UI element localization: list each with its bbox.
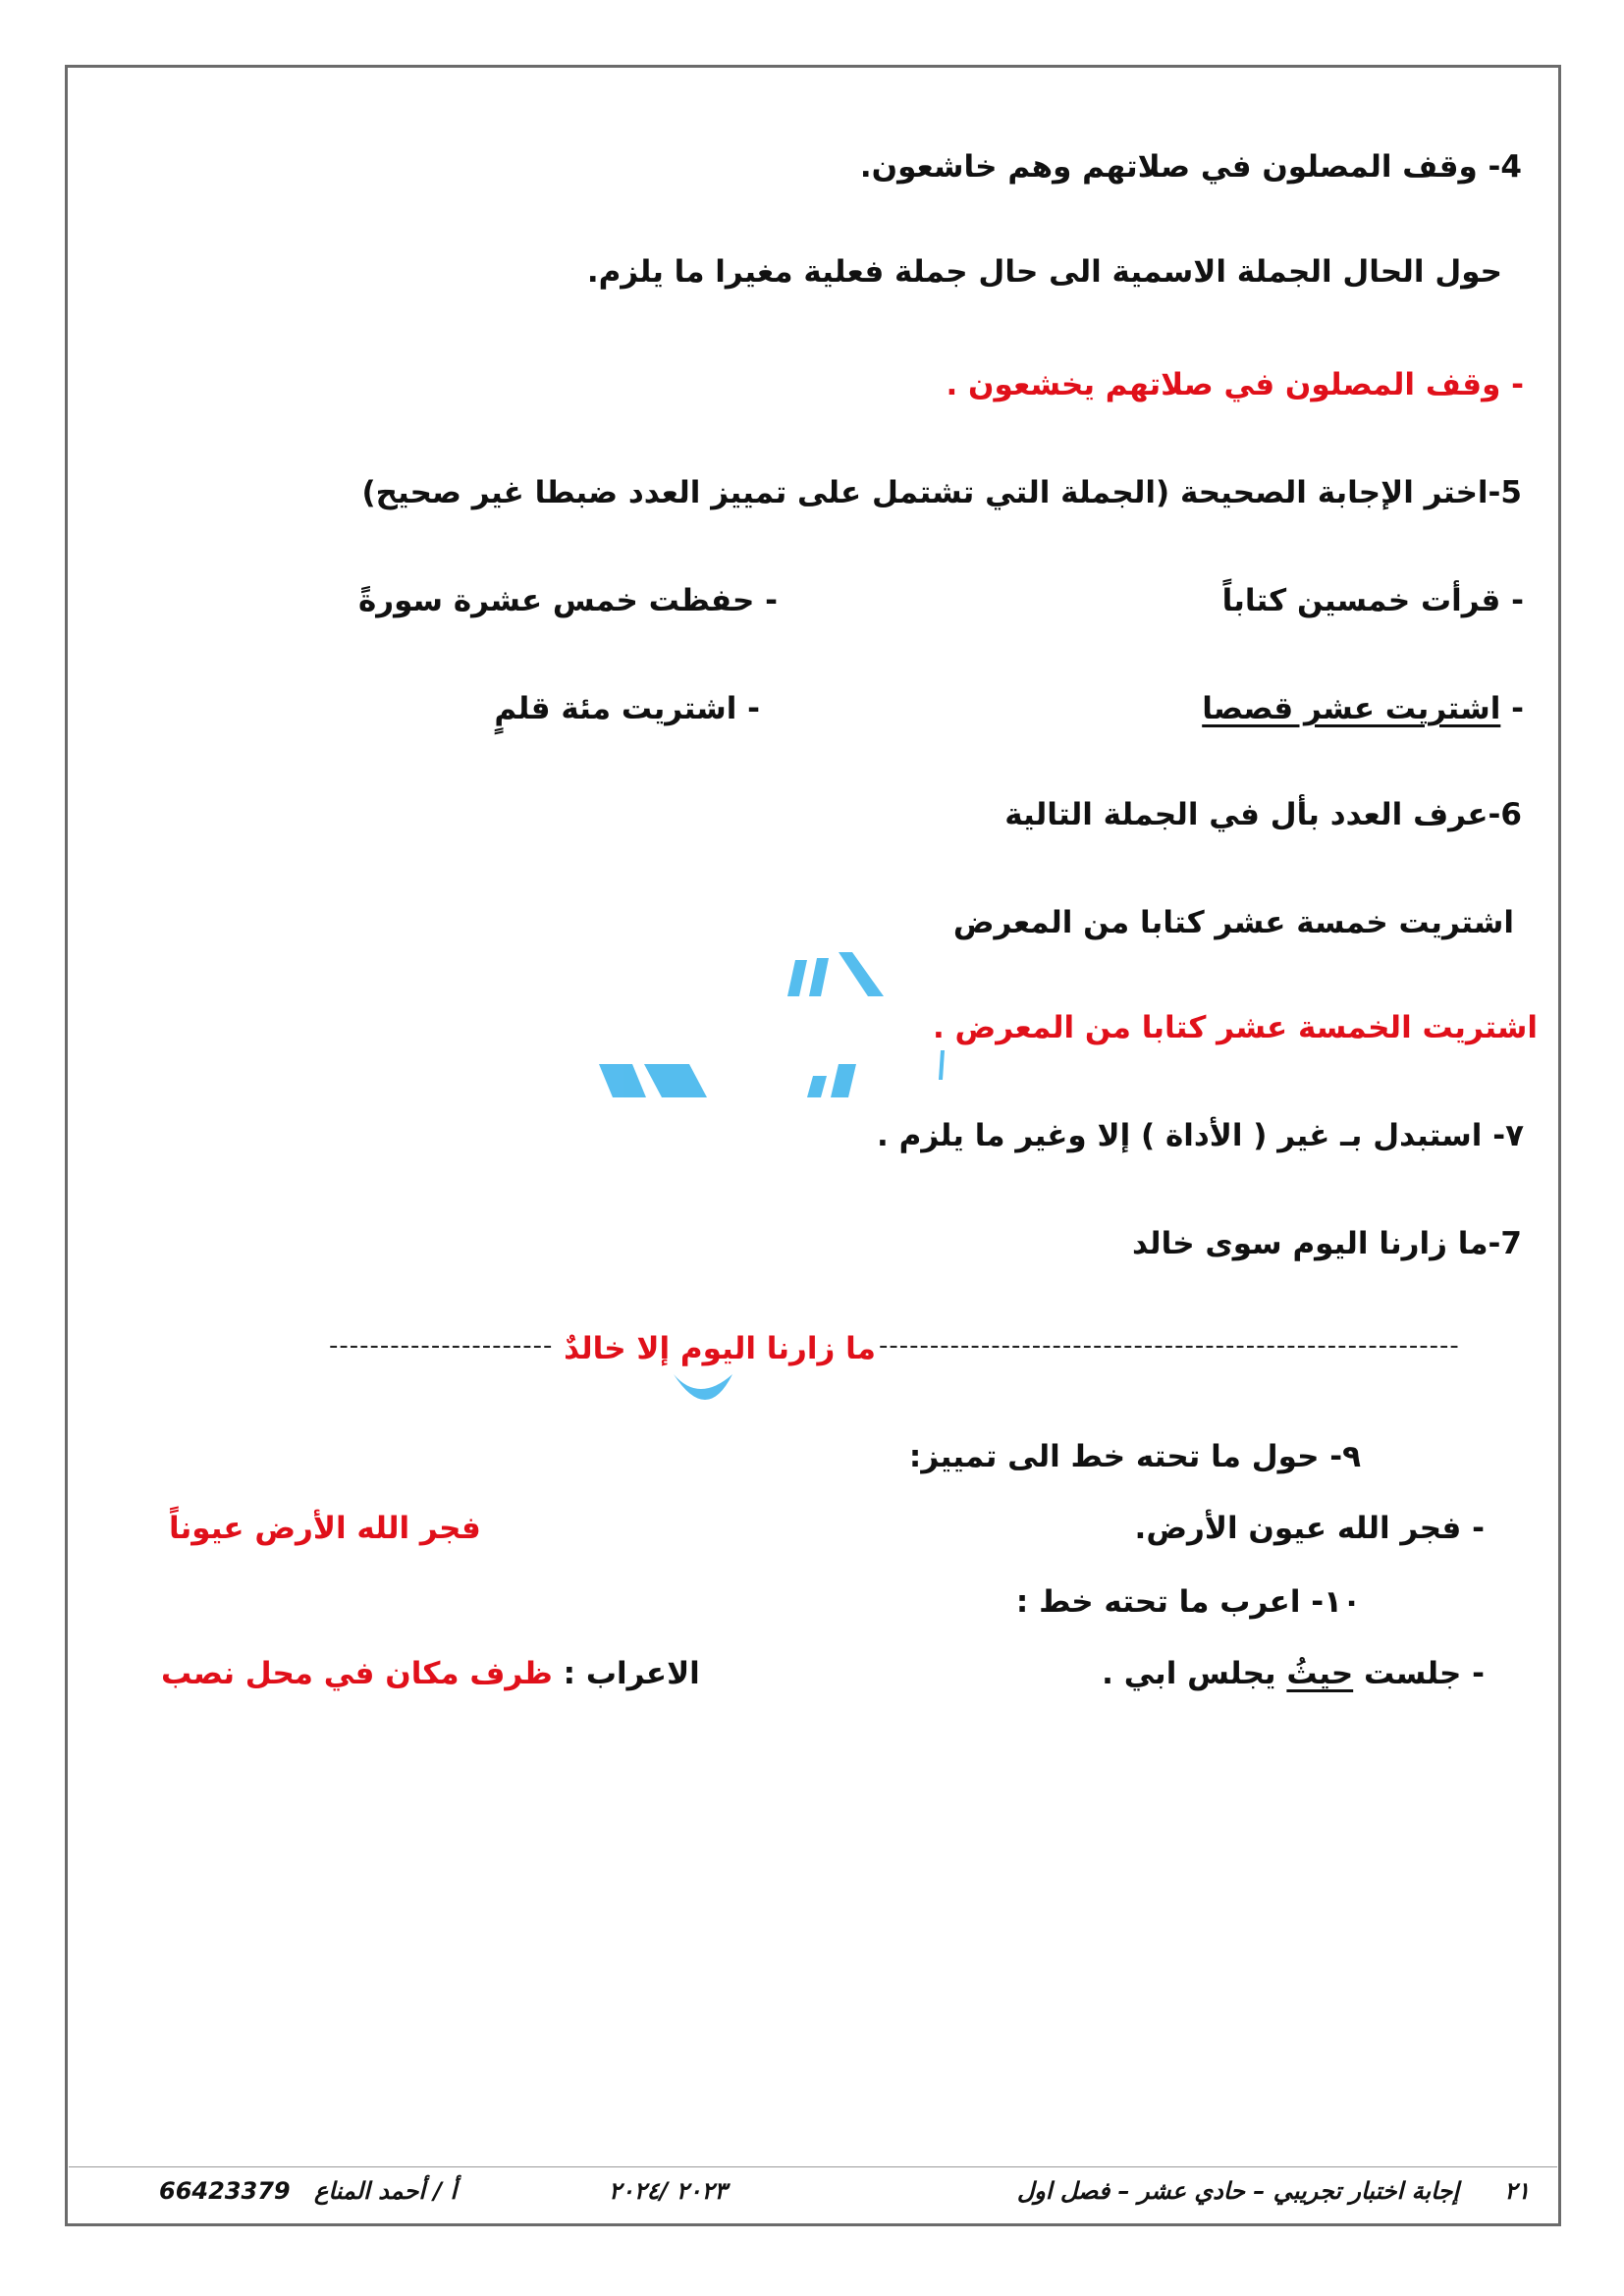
q10-item	[1102, 1652, 1485, 1695]
q4-title: 4- وقف المصلون في صلاتهم وهم خاشعون.	[859, 149, 1522, 185]
watermark-stroke	[787, 960, 807, 996]
q7b-title: 7-ما زارنا اليوم سوى خالد	[1132, 1226, 1522, 1261]
watermark-stroke	[807, 1076, 827, 1097]
watermark-stroke	[599, 1064, 646, 1097]
q10-item-suffix: يجلس ابي .	[1102, 1656, 1287, 1691]
watermark-stroke	[839, 952, 884, 996]
q9-answer: فجر الله الأرض عيوناً	[169, 1511, 481, 1546]
q7b-answer: ما زارنا اليوم إلا خالدٌ	[564, 1331, 876, 1366]
footer-phone: 66423379	[159, 2177, 291, 2205]
q5-title: 5-اختر الإجابة الصحيحة (الجملة التي تشتمل على تمييز العدد ضبطا غير صحيح)	[361, 475, 1522, 510]
q10-item-prefix: - جلست	[1353, 1656, 1485, 1691]
q4-instruction: حول الحال الجملة الاسمية الى حال جملة فعلية مغيرا ما يلزم.	[586, 254, 1502, 290]
q10-answer-label: الاعراب :	[552, 1656, 700, 1691]
q5-option-3-text: اشتريت عشر قصصا	[1202, 691, 1501, 726]
q7a-title: ٧- استبدل بـ غير ( الأداة ) إلا وغير ما يلزم .	[877, 1118, 1524, 1153]
q10-answer	[161, 1652, 700, 1695]
footer-year: ٢٠٢٣ /٢٠٢٤	[609, 2177, 728, 2205]
q5-option-3	[1202, 687, 1524, 730]
q5-option-3-dash: -	[1500, 691, 1524, 726]
q6-title: 6-عرف العدد بأل في الجملة التالية	[1004, 797, 1522, 832]
footer-page-number: ٢١	[1504, 2177, 1530, 2205]
q7b-dashes-left: ----------------------	[329, 1331, 554, 1361]
q10-item-underlined: حيثُ	[1286, 1656, 1354, 1691]
q6-sentence: اشتريت خمسة عشر كتابا من المعرض	[952, 905, 1514, 940]
q5-option-1: - قرأت خمسين كتاباً	[1221, 583, 1524, 618]
q10-answer-text: ظرف مكان في محل نصب	[161, 1656, 553, 1691]
watermark-stroke	[644, 1064, 707, 1097]
q5-option-4: - اشتريت مئة قلمٍ	[494, 691, 760, 726]
q9-item: - فجر الله عيون الأرض.	[1134, 1511, 1485, 1546]
watermark-stroke	[809, 958, 829, 996]
watermark-stroke	[939, 1050, 945, 1080]
q9-title: ٩- حول ما تحته خط الى تمييز:	[908, 1439, 1361, 1474]
watermark-drop	[674, 1374, 732, 1400]
q5-option-2: - حفظت خمس عشرة سورةً	[357, 583, 778, 618]
q7b-dashes-right: ---------------------------------------------------------	[879, 1331, 1460, 1361]
q6-answer: اشتريت الخمسة عشر كتابا من المعرض .	[932, 1010, 1538, 1045]
watermark-stroke	[831, 1064, 856, 1097]
footer-teacher: أ / أحمد المناع	[314, 2177, 458, 2205]
footer-rule	[69, 2166, 1557, 2167]
q4-answer: - وقف المصلون في صلاتهم يخشعون .	[946, 367, 1524, 402]
footer-subject: إجابة اختبار تجريبي – حادي عشر – فصل اول	[1016, 2177, 1459, 2205]
q10-title: ١٠- اعرب ما تحته خط :	[1015, 1584, 1361, 1620]
